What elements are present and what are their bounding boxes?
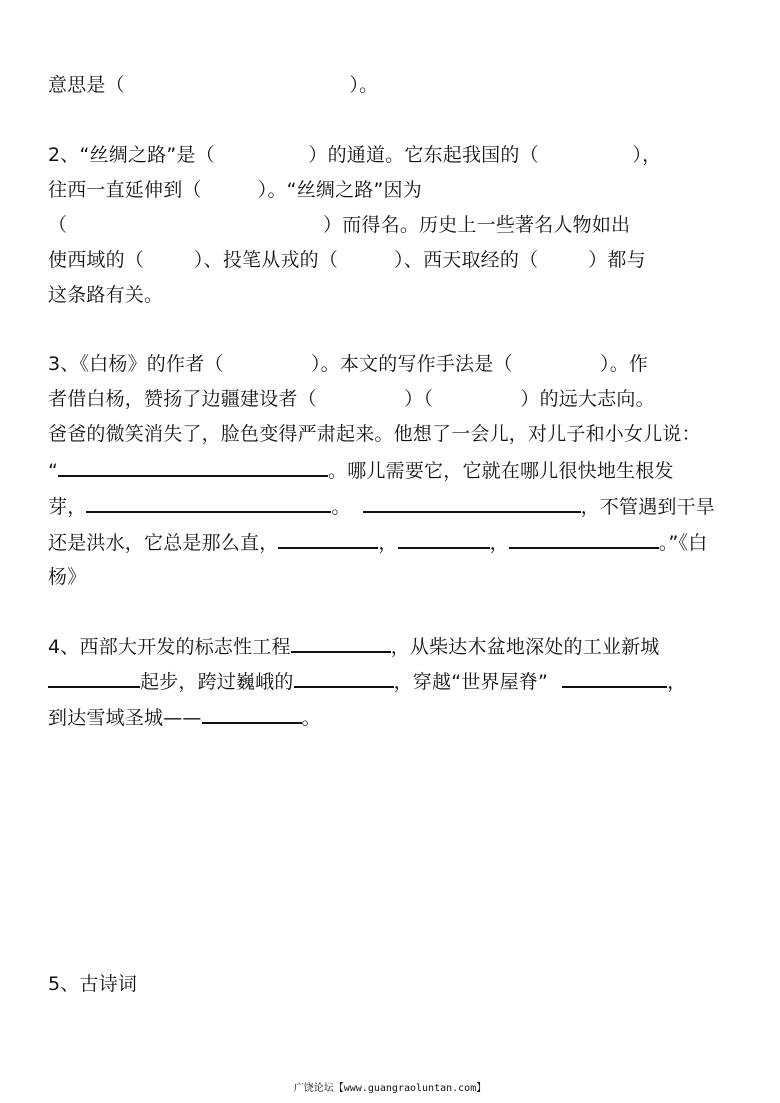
q1-tail-line: 意思是（ ）。 [48,74,379,96]
answer-blank[interactable] [509,529,659,549]
answer-blank[interactable] [48,668,140,688]
answer-blank[interactable] [58,457,328,477]
answer-blank[interactable] [202,704,302,724]
answer-blank[interactable] [363,493,581,513]
q3-line-1: 3、《白杨》的作者（ ）。本文的写作手法是（ ）。作 [48,353,649,375]
answer-blank[interactable] [562,668,667,688]
q3-line-2: 者借白杨，赞扬了边疆建设者（ ）（ ）的远大志向。 [48,388,655,410]
answer-blank[interactable] [398,529,490,549]
q4-line-2: 起步，跨过巍峨的 ，穿越“世界屋脊” ， [48,668,686,695]
page-footer: 广饶论坛【www.guangraoluntan.com】 [293,1083,487,1094]
q2-line-4: 使西域的（ ）、投笔从戎的（ ）、西天取经的（ ）都与 [48,249,646,271]
answer-blank[interactable] [278,529,378,549]
q2-line-3: （ ）而得名。历史上一些著名人物如出 [48,214,631,236]
answer-blank[interactable] [86,493,331,513]
q3-line-5: 芽， 。 ，不管遇到干旱 [48,493,715,520]
q3-line-3: 爸爸的微笑消失了，脸色变得严肃起来。他想了一会儿，对儿子和小女儿说： [48,423,701,445]
q2-line-1: 2、“丝绸之路”是（ ）的通道。它东起我国的（ ）， [48,144,662,166]
q3-line-4: “ 。哪儿需要它，它就在哪儿很快地生根发 [48,457,674,484]
answer-blank[interactable] [291,633,391,653]
q4-line-1: 4、西部大开发的标志性工程 ，从柴达木盆地深处的工业新城 [48,633,660,660]
q2-line-2: 往西一直延伸到（ ）。“丝绸之路”因为 [48,179,422,201]
q5-heading: 5、古诗词 [48,973,138,995]
q4-line-3: 到达雪域圣城—— 。 [48,704,321,731]
q3-line-7: 杨》 [48,566,87,588]
q3-line-6: 还是洪水，它总是那么直， ， ， 。”《白 [48,529,707,556]
answer-blank[interactable] [294,668,394,688]
q2-line-5: 这条路有关。 [48,284,164,306]
